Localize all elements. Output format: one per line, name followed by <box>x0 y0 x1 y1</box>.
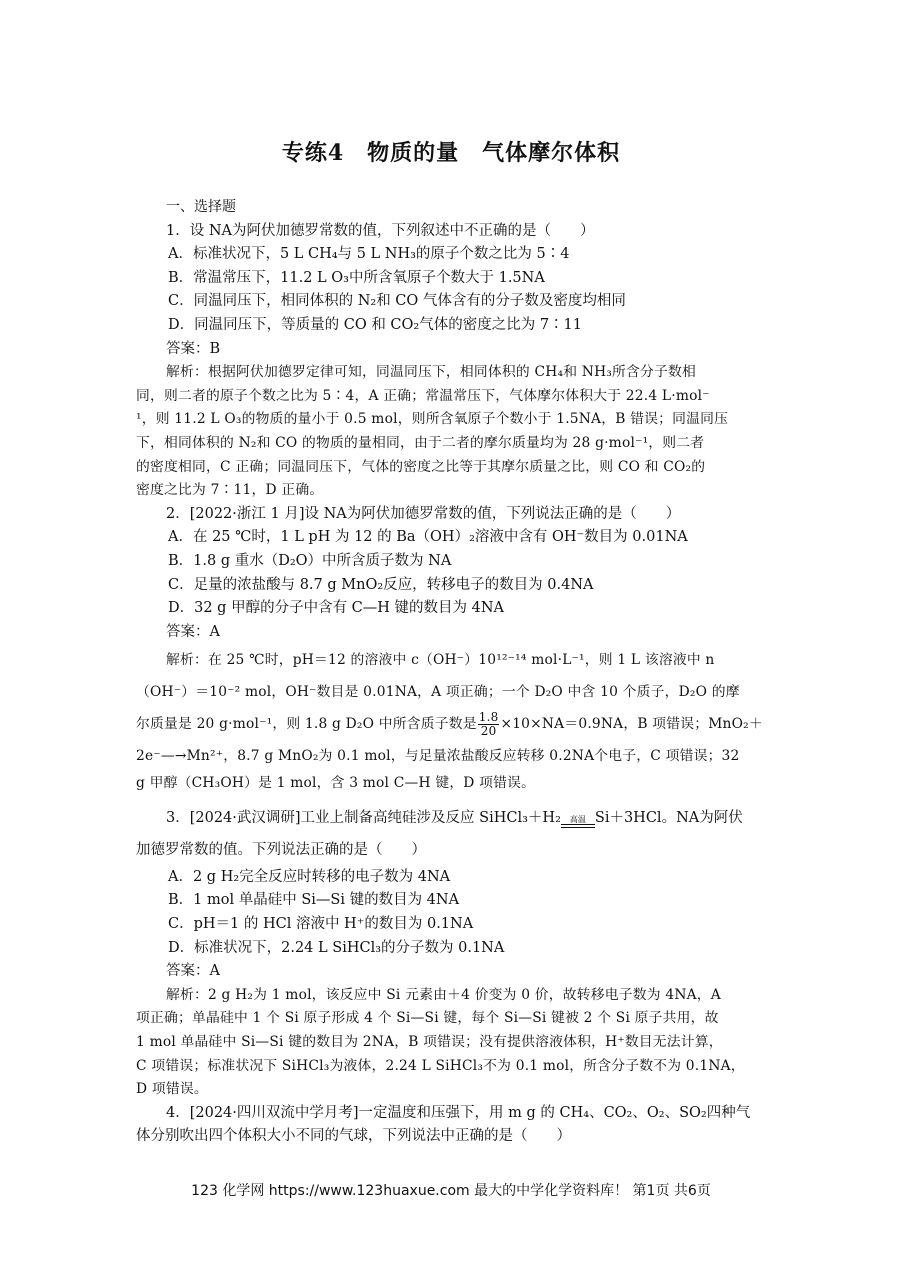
condition-label: 高温 <box>569 814 586 824</box>
question-4-cont: 体分别吹出四个体积大小不同的气球，下列说法中正确的是（ ） <box>136 1128 571 1145</box>
option-1a: A．标准状况下，5 L CH₄与 5 L NH₃的原子个数之比为 5∶4 <box>168 246 570 263</box>
analysis-3-line: 项正确；单晶硅中 1 个 Si 原子形成 4 个 Si—Si 键，每个 Si—Si 键被 2 个 Si 原子共用，故 <box>136 1010 719 1027</box>
answer-3: 答案：A <box>166 963 220 980</box>
analysis-3-line: D 项错误。 <box>136 1081 208 1098</box>
analysis-2-line: 2e⁻—→Mn²⁺，8.7 g MnO₂为 0.1 mol，与足量浓盐酸反应转移 0.2NA个电子，C 项错误；32 <box>136 748 740 765</box>
analysis-2-line: （OH⁻）＝10⁻² mol，OH⁻数目是 0.01NA，A 项正确；一个 D₂O 中含 10 个质子，D₂O 的摩 <box>136 684 740 701</box>
option-1d: D．同温同压下，等质量的 CO 和 CO₂气体的密度之比为 7∶11 <box>168 316 583 333</box>
option-3d: D．标准状况下，2.24 L SiHCl₃的分子数为 0.1NA <box>168 939 505 956</box>
document-body <box>136 196 768 1149</box>
analysis-1-line: ¹，则 11.2 L O₃的物质的量小于 0.5 mol，则所含氧原子个数小于 1.5NA，B 错误；同温同压 <box>136 411 729 428</box>
question-4: 4．[2024·四川双流中学月考]一定温度和压强下，用 m g 的 CH₄、CO₂、O₂、SO₂四种气 <box>166 1104 751 1121</box>
option-3a: A．2 g H₂完全反应时转移的电子数为 4NA <box>168 868 451 885</box>
analysis-2-line: g 甲醇（CH₃OH）是 1 mol，含 3 mol C—H 键，D 项错误。 <box>136 775 536 792</box>
question-1: 1．设 NA为阿伏加德罗常数的值，下列叙述中不正确的是（ ） <box>166 222 595 239</box>
option-3b: B．1 mol 单晶硅中 Si—Si 键的数目为 4NA <box>168 892 460 909</box>
option-1c: C．同温同压下，相同体积的 N₂和 CO 气体含有的分子数及密度均相同 <box>168 293 626 310</box>
question-3-cont: 加德罗常数的值。下列说法正确的是（ ） <box>136 841 426 858</box>
option-2d: D．32 g 甲醇的分子中含有 C—H 键的数目为 4NA <box>168 600 505 617</box>
analysis-3-line: 解析：2 g H₂为 1 mol，该反应中 Si 元素由＋4 价变为 0 价，故转移电子数为 4NA，A <box>166 986 721 1003</box>
analysis-1-line: 密度之比为 7∶11，D 正确。 <box>136 482 324 499</box>
option-3c: C．pH＝1 的 HCl 溶液中 H⁺的数目为 0.1NA <box>168 916 474 933</box>
option-2a: A．在 25 ℃时，1 L pH 为 12 的 Ba（OH）₂溶液中含有 OH⁻数目为 0.01NA <box>168 529 688 546</box>
option-2b: B．1.8 g 重水（D₂O）中所含质子数为 NA <box>168 552 452 569</box>
analysis-3-line: 1 mol 单晶硅中 Si—Si 键的数目为 2NA，B 项错误；没有提供溶液体积，H⁺数目无法计算， <box>136 1034 723 1051</box>
question-3-text: Si＋3HCl。NA为阿伏 <box>594 809 743 826</box>
analysis-1-line: 同，则二者的原子个数之比为 5∶4，A 正确；常温常压下，气体摩尔体积大于 22.4 L·mol⁻ <box>136 387 710 404</box>
fraction-denominator: 20 <box>480 724 497 739</box>
analysis-1-line: 解析：根据阿伏加德罗定律可知，同温同压下，相同体积的 CH₄和 NH₃所含分子数相 <box>166 364 697 381</box>
section-heading: 一、选择题 <box>166 199 236 215</box>
page-title: 专练4 物质的量 气体摩尔体积 <box>281 140 621 166</box>
analysis-2-line-fraction <box>136 708 768 740</box>
analysis-1-line: 下，相同体积的 N₂和 CO 的物质的量相同，由于二者的摩尔质量均为 28 g·mol⁻¹，则二者 <box>136 434 705 451</box>
page-footer: 123 化学网 https://www.123huaxue.com 最大的中学化学资料库！ 第1页 共6页 <box>191 1183 711 1199</box>
question-3-text: 3．[2024·武汉调研]工业上制备高纯硅涉及反应 SiHCl₃＋H₂ <box>166 809 561 826</box>
reaction-condition <box>561 816 595 828</box>
answer-1: 答案：B <box>166 340 221 357</box>
option-2c: C．足量的浓盐酸与 8.7 g MnO₂反应，转移电子的数目为 0.4NA <box>168 576 594 593</box>
answer-2: 答案：A <box>166 623 220 640</box>
analysis-2-line: 解析：在 25 ℃时，pH＝12 的溶液中 c（OH⁻）10¹²⁻¹⁴ mol·L⁻¹，则 1 L 该溶液中 n <box>166 652 715 669</box>
equals-bars <box>561 824 595 828</box>
analysis-1-line: 的密度相同，C 正确；同温同压下，气体的密度之比等于其摩尔质量之比，则 CO 和 CO₂的 <box>136 458 706 475</box>
fraction-numerator: 1.8 <box>478 710 499 725</box>
question-2: 2．[2022·浙江 1 月]设 NA为阿伏加德罗常数的值，下列说法正确的是（ ） <box>166 505 681 522</box>
analysis-3-line: C 项错误；标准状况下 SiHCl₃为液体，2.24 L SiHCl₃不为 0.1 mol，所含分子数不为 0.1NA， <box>136 1057 745 1074</box>
fraction <box>478 711 500 738</box>
analysis-2-text: ×10×NA＝0.9NA，B 项错误；MnO₂＋ <box>500 716 763 733</box>
question-3 <box>136 802 768 834</box>
analysis-2-text: 尔质量是 20 g·mol⁻¹，则 1.8 g D₂O 中所含质子数是 <box>136 716 477 733</box>
option-1b: B．常温常压下，11.2 L O₃中所含氧原子个数大于 1.5NA <box>168 269 545 286</box>
